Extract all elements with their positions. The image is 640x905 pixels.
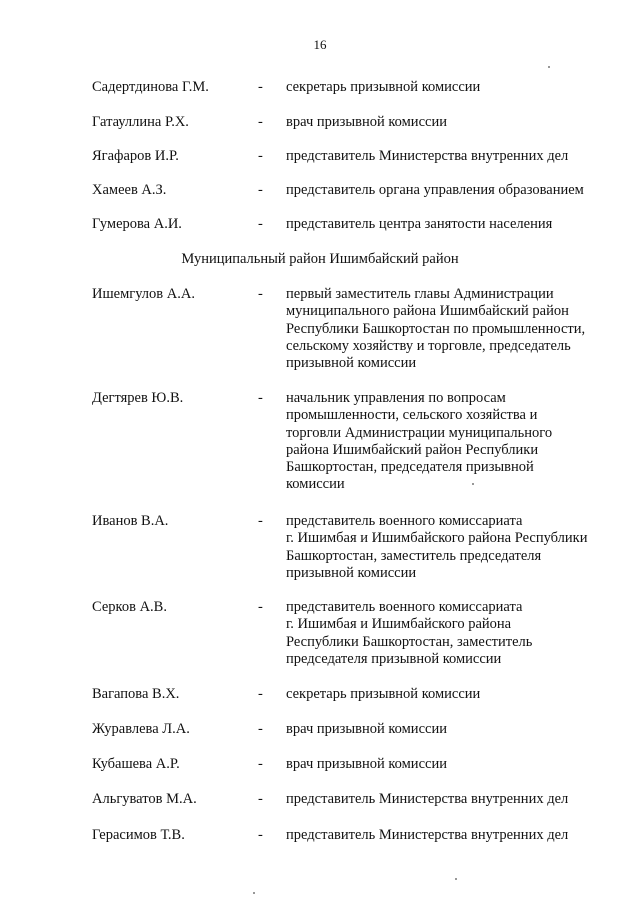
separator-dash: - xyxy=(258,148,263,164)
member-name: Герасимов Т.В. xyxy=(92,827,185,843)
separator-dash: - xyxy=(258,79,263,95)
member-name: Альгуватов М.А. xyxy=(92,791,197,807)
member-role: врач призывной комиссии xyxy=(286,721,447,737)
member-name: Гумерова А.И. xyxy=(92,216,182,232)
member-role: секретарь призывной комиссии xyxy=(286,686,481,702)
member-role: начальник управления по вопросам промышленности, сельского хозяйства и торговли Администрации муниципального района Ишимбайский район Республики Башкортостан, председателя призывной комиссии xyxy=(286,390,553,493)
separator-dash: - xyxy=(258,390,263,406)
separator-dash: - xyxy=(258,599,263,615)
separator-dash: - xyxy=(258,686,263,702)
member-name: Хамеев А.З. xyxy=(92,182,167,198)
member-name: Гатауллина Р.Х. xyxy=(92,114,189,130)
member-role: представитель центра занятости населения xyxy=(286,216,553,232)
member-role: секретарь призывной комиссии xyxy=(286,79,481,95)
separator-dash: - xyxy=(258,721,263,737)
member-name: Серков А.В. xyxy=(92,599,167,615)
separator-dash: - xyxy=(258,216,263,232)
page-number: 16 xyxy=(313,37,327,52)
separator-dash: - xyxy=(258,513,263,529)
scan-speck xyxy=(253,892,255,894)
member-role: представитель Министерства внутренних дел xyxy=(286,827,569,843)
scan-speck xyxy=(455,878,457,880)
member-name: Ягафаров И.Р. xyxy=(92,148,179,164)
member-role: врач призывной комиссии xyxy=(286,114,447,130)
member-name: Ишемгулов А.А. xyxy=(92,286,195,302)
member-role: представитель Министерства внутренних дел xyxy=(286,148,569,164)
member-name: Иванов В.А. xyxy=(92,513,169,529)
separator-dash: - xyxy=(258,756,263,772)
member-role: первый заместитель главы Администрации муниципального района Ишимбайский район Республики Башкортостан по промышленности, сельскому хозяйству и торговле, председатель призывной комиссии xyxy=(286,286,586,372)
scan-speck xyxy=(548,66,550,68)
member-role: представитель Министерства внутренних дел xyxy=(286,791,569,807)
scan-speck xyxy=(472,483,474,485)
member-name: Дегтярев Ю.В. xyxy=(92,390,184,406)
separator-dash: - xyxy=(258,182,263,198)
separator-dash: - xyxy=(258,286,263,302)
section-title: Муниципальный район Ишимбайский район xyxy=(181,251,459,267)
member-name: Журавлева Л.А. xyxy=(92,721,190,737)
member-role: врач призывной комиссии xyxy=(286,756,447,772)
member-name: Вагапова В.Х. xyxy=(92,686,180,702)
separator-dash: - xyxy=(258,114,263,130)
separator-dash: - xyxy=(258,827,263,843)
member-role: представитель военного комиссариата г. Ишимбая и Ишимбайского района Республики Башкортостан, заместитель председателя призывной комиссии xyxy=(286,599,533,667)
separator-dash: - xyxy=(258,791,263,807)
member-name: Садертдинова Г.М. xyxy=(92,79,209,95)
member-role: представитель органа управления образованием xyxy=(286,182,584,198)
member-name: Кубашева А.Р. xyxy=(92,756,180,772)
member-role: представитель военного комиссариата г. Ишимбая и Ишимбайского района Республики Башкортостан, заместитель председателя призывной комиссии xyxy=(286,513,588,581)
